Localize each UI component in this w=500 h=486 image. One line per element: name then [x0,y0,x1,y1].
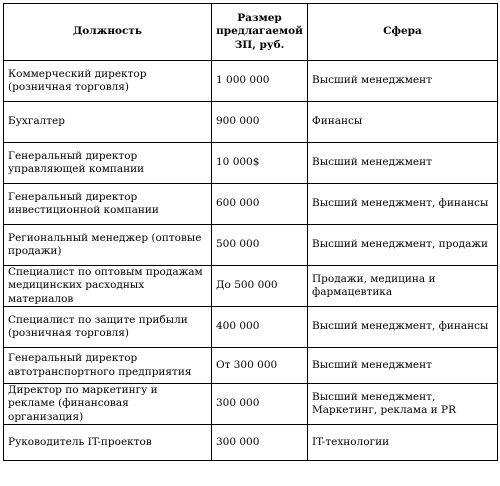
table-row [4,143,498,184]
cell-salary: 900 000 [212,102,308,143]
cell-salary: От 300 000 [212,348,308,384]
cell-sphere: Продажи, медицина и фармацевтика [308,266,498,307]
table-body [4,61,498,461]
cell-sphere: Высший менеджмент, финансы [308,307,498,348]
cell-position: Специалист по оптовым продажам медицинских расходных материалов [4,266,212,307]
table-row [4,425,498,461]
cell-sphere: Высший менеджмент [308,348,498,384]
cell-position: Директор по маркетингу и рекламе (финансовая организация) [4,384,212,425]
table-row [4,266,498,307]
header-row [4,4,498,61]
table-row [4,225,498,266]
header-sphere: Сфера [308,4,498,61]
cell-sphere: Высший менеджмент, Маркетинг, реклама и PR [308,384,498,425]
table-row [4,348,498,384]
cell-position: Генеральный директор инвестиционной компании [4,184,212,225]
cell-position: Генеральный директор автотранспортного предприятия [4,348,212,384]
cell-salary: 10 000$ [212,143,308,184]
cell-salary: 600 000 [212,184,308,225]
cell-sphere: Высший менеджмент [308,61,498,102]
table-row [4,61,498,102]
header-position: Должность [4,4,212,61]
cell-salary: 500 000 [212,225,308,266]
cell-salary: 300 000 [212,384,308,425]
cell-sphere: Финансы [308,102,498,143]
salary-table [3,3,498,461]
table-row [4,102,498,143]
header-salary: Размер предлагаемой ЗП, руб. [212,4,308,61]
cell-position: Коммерческий директор (розничная торговля) [4,61,212,102]
cell-position: Руководитель IT-проектов [4,425,212,461]
table-header [4,4,498,61]
cell-salary: 400 000 [212,307,308,348]
cell-sphere: Высший менеджмент [308,143,498,184]
cell-position: Специалист по защите прибыли (розничная торговля) [4,307,212,348]
cell-salary: 300 000 [212,425,308,461]
cell-sphere: Высший менеджмент, продажи [308,225,498,266]
cell-salary: До 500 000 [212,266,308,307]
cell-position: Бухгалтер [4,102,212,143]
cell-sphere: Высший менеджмент, финансы [308,184,498,225]
table-row [4,307,498,348]
cell-position: Региональный менеджер (оптовые продажи) [4,225,212,266]
table-row [4,384,498,425]
cell-sphere: IT-технологии [308,425,498,461]
table-row [4,184,498,225]
cell-salary: 1 000 000 [212,61,308,102]
cell-position: Генеральный директор управляющей компании [4,143,212,184]
